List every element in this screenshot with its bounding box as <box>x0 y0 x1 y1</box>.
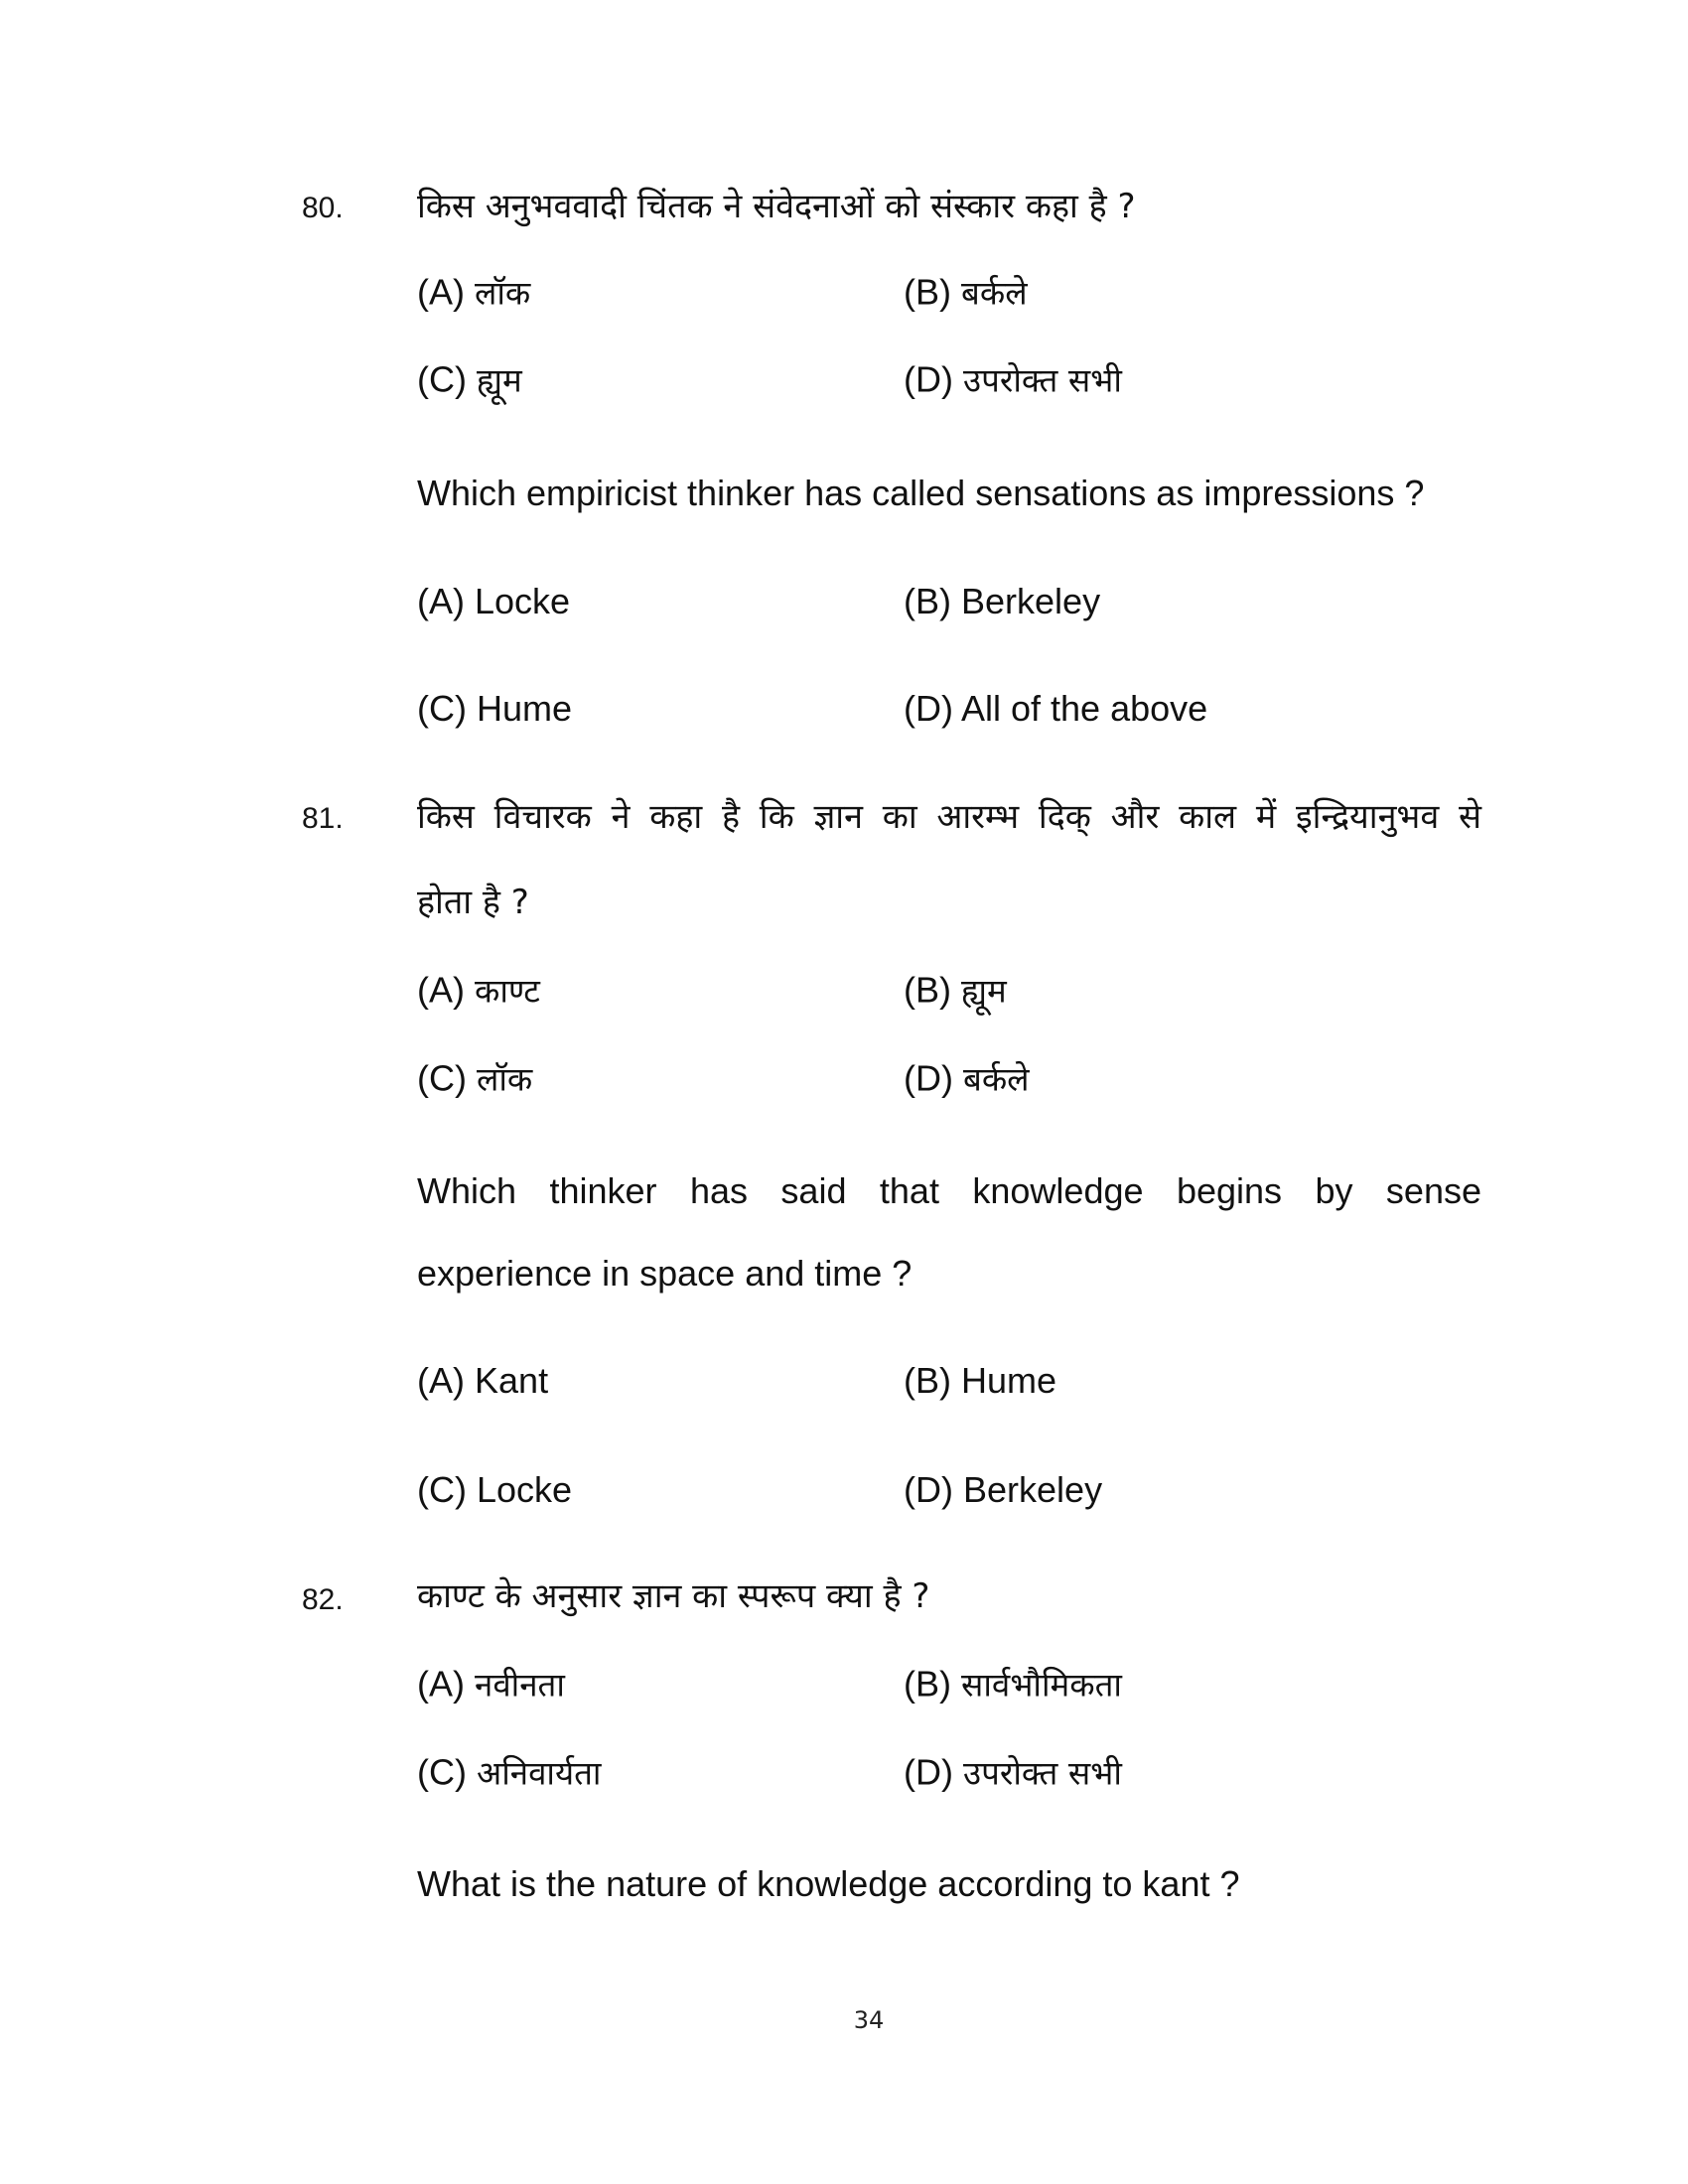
option-a-hindi <box>417 967 540 1016</box>
option-text: अनिवार्यता <box>477 1753 602 1793</box>
option-text: ह्यूम <box>477 360 522 400</box>
option-a-hindi <box>417 1661 565 1709</box>
option-label: (A) <box>417 1360 465 1401</box>
option-label: (D) <box>904 358 953 400</box>
option-label: (D) <box>904 688 953 729</box>
option-d-english <box>904 1466 1102 1514</box>
question-text-english: Which empiricist thinker has called sensations as impressions ? <box>417 473 1425 513</box>
option-text: Hume <box>477 688 573 729</box>
option-d-hindi <box>904 1055 1030 1104</box>
option-label: (C) <box>417 1057 467 1099</box>
option-text: सार्वभौमिकता <box>961 1665 1122 1705</box>
option-text: Hume <box>961 1360 1057 1401</box>
option-text: लॉक <box>477 1059 533 1099</box>
option-b-english <box>904 578 1100 625</box>
option-label: (D) <box>904 1751 953 1793</box>
option-a-english <box>417 578 570 625</box>
option-text: Berkeley <box>963 1469 1103 1510</box>
option-b-hindi <box>904 967 1007 1016</box>
option-text: नवीनता <box>475 1665 565 1705</box>
option-b-hindi <box>904 269 1028 318</box>
option-text: उपरोक्त सभी <box>963 1753 1122 1793</box>
question-text-hindi: काण्ट के अनुसार ज्ञान का स्परूप क्या है ? <box>417 1576 930 1616</box>
question-number: 80. <box>302 192 344 224</box>
option-label: (B) <box>904 581 951 621</box>
option-text: ह्यूम <box>961 971 1007 1011</box>
option-text: Locke <box>477 1469 573 1510</box>
option-label: (C) <box>417 358 467 400</box>
option-text: बर्कले <box>963 1059 1030 1099</box>
page-number: 34 <box>853 2006 885 2034</box>
option-text: बर्कले <box>961 273 1028 313</box>
question-number: 82. <box>302 1583 344 1616</box>
option-label: (D) <box>904 1469 953 1510</box>
option-c-hindi <box>417 1749 601 1798</box>
option-label: (A) <box>417 969 465 1011</box>
question-text-english-line-1: Which thinker has said that knowledge begins by sense <box>417 1170 1481 1211</box>
option-a-english <box>417 1357 548 1405</box>
option-a-hindi <box>417 269 530 318</box>
option-d-english <box>904 685 1207 733</box>
option-label: (B) <box>904 1360 951 1401</box>
option-d-hindi <box>904 356 1122 405</box>
option-c-hindi <box>417 356 522 405</box>
option-text: All of the above <box>961 688 1208 729</box>
option-label: (C) <box>417 1751 467 1793</box>
option-label: (A) <box>417 271 465 313</box>
option-label: (C) <box>417 688 467 729</box>
option-c-english <box>417 685 572 733</box>
option-label: (D) <box>904 1057 953 1099</box>
question-number: 81. <box>302 802 344 835</box>
question-text-hindi: किस अनुभववादी चिंतक ने संवेदनाओं को संस्कार कहा है ? <box>417 187 1136 226</box>
option-text: Kant <box>475 1360 549 1401</box>
option-text: Locke <box>475 581 571 621</box>
option-label: (A) <box>417 1663 465 1705</box>
option-text: Berkeley <box>961 581 1101 621</box>
option-label: (B) <box>904 271 951 313</box>
option-label: (C) <box>417 1469 467 1510</box>
question-text-english: What is the nature of knowledge according to kant ? <box>417 1863 1240 1904</box>
option-text: उपरोक्त सभी <box>963 360 1122 400</box>
question-text-hindi-line-1: किस विचारक ने कहा है कि ज्ञान का आरम्भ दिक् और काल में इन्द्रियानुभव से <box>417 797 1481 837</box>
option-text: लॉक <box>475 273 531 313</box>
option-c-english <box>417 1466 572 1514</box>
option-text: काण्ट <box>475 971 540 1011</box>
question-text-hindi-line-2: होता है ? <box>417 883 529 922</box>
option-c-hindi <box>417 1055 532 1104</box>
question-text-english-line-2: experience in space and time ? <box>417 1253 913 1294</box>
option-label: (B) <box>904 969 951 1011</box>
option-b-english <box>904 1357 1056 1405</box>
option-d-hindi <box>904 1749 1122 1798</box>
option-label: (B) <box>904 1663 951 1705</box>
option-b-hindi <box>904 1661 1122 1709</box>
option-label: (A) <box>417 581 465 621</box>
